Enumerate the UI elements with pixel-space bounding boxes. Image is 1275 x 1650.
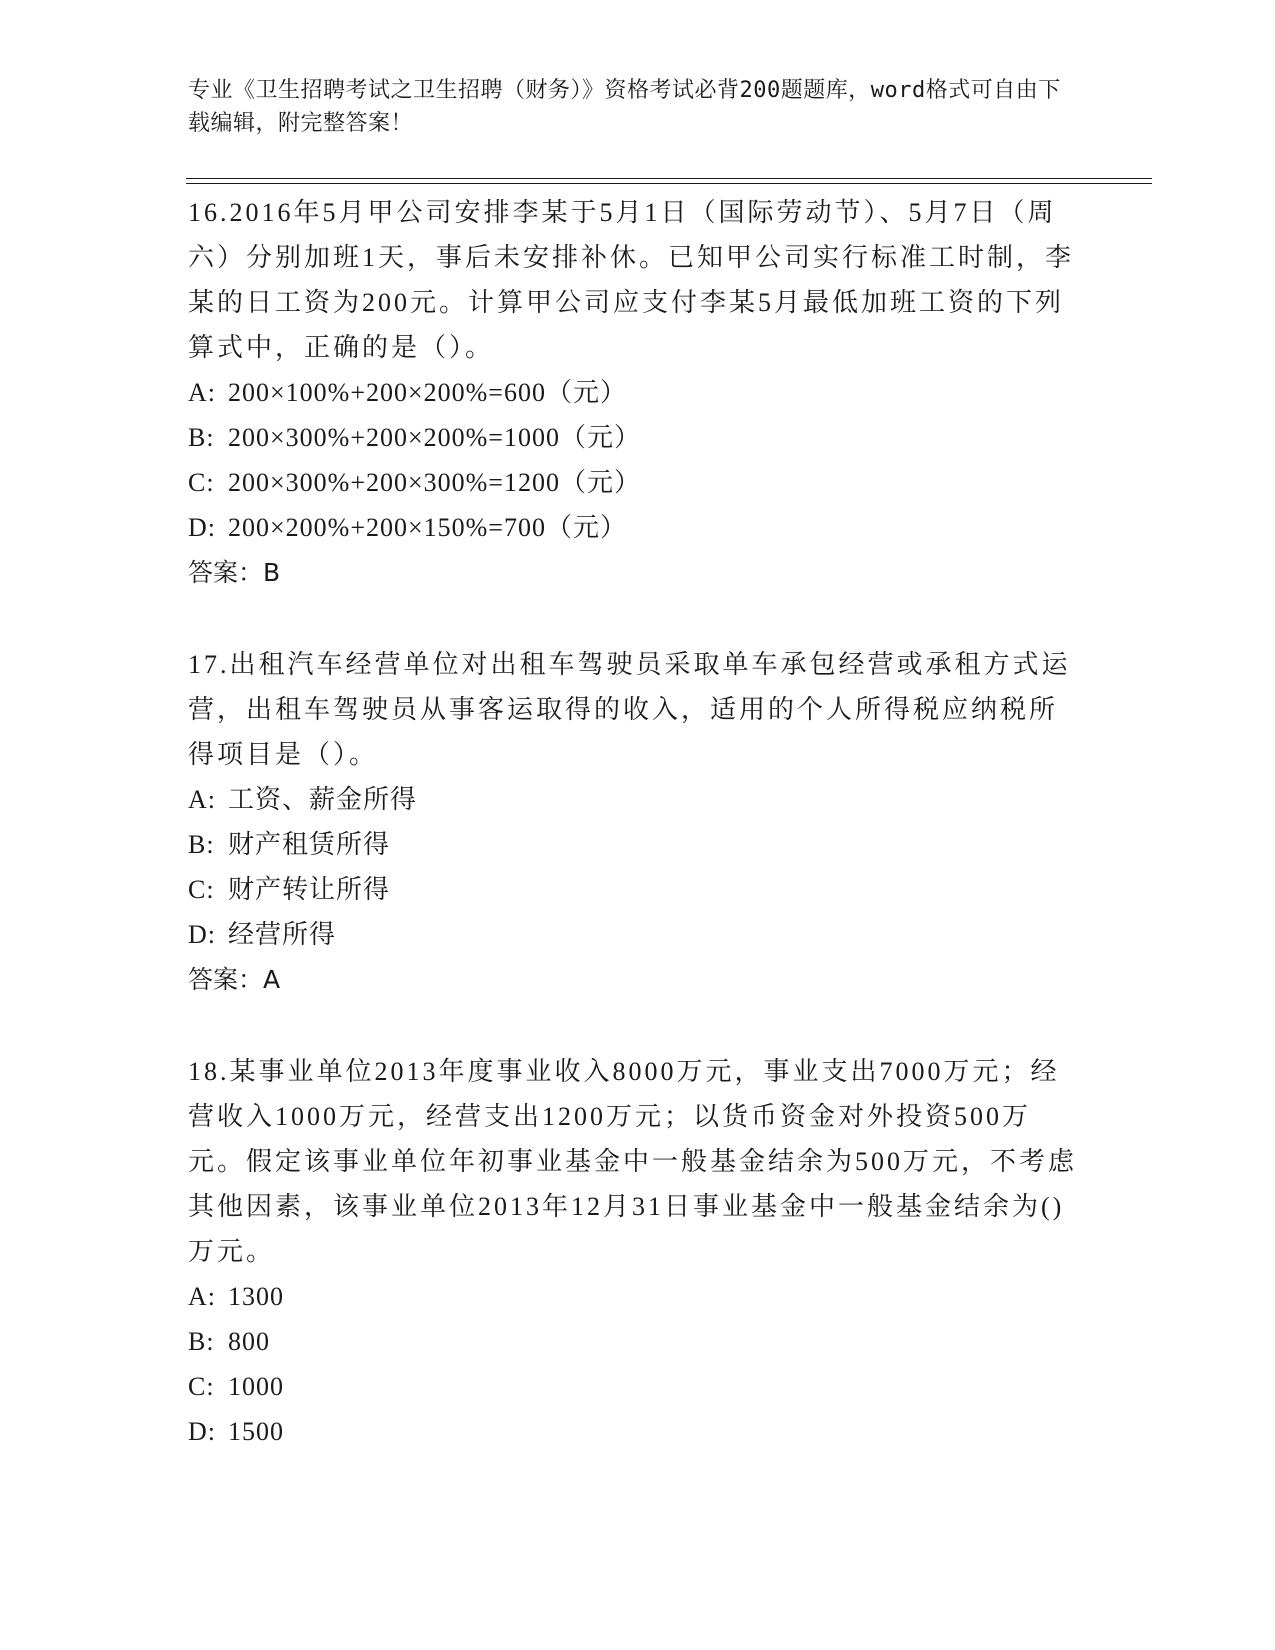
option-text: 200×300%+200×200%=1000（元） (228, 423, 641, 452)
option-c (188, 867, 1078, 912)
option-b (188, 822, 1078, 867)
option-text: 800 (228, 1327, 270, 1356)
option-c (188, 1364, 1078, 1409)
option-text: 200×100%+200×200%=600（元） (228, 378, 627, 407)
question-stem: 18.某事业单位2013年度事业收入8000万元，事业支出7000万元；经营收入1000万元，经营支出1200万元；以货币资金对外投资500万元。假定该事业单位年初事业基金中一般基金结余为500万元，不考虑其他因素，该事业单位2013年12月31日事业基金中一般基金结余为()万元。 (188, 1057, 1078, 1266)
option-letter: C: (188, 875, 215, 904)
question-17 (188, 642, 1078, 1003)
question-stem: 17.出租汽车经营单位对出租车驾驶员采取单车承包经营或承租方式运营，出租车驾驶员从事客运取得的收入，适用的个人所得税应纳税所得项目是（）。 (188, 650, 1071, 769)
question-18 (188, 1049, 1078, 1454)
option-letter: B: (188, 830, 215, 859)
option-d (188, 505, 1078, 550)
option-d (188, 912, 1078, 957)
option-text: 财产转让所得 (228, 875, 391, 904)
option-text: 1500 (228, 1417, 284, 1446)
option-text: 工资、薪金所得 (228, 785, 418, 814)
option-a (188, 370, 1078, 415)
option-letter: C: (188, 468, 215, 497)
option-letter: D: (188, 513, 216, 542)
option-letter: A: (188, 1282, 216, 1311)
option-text: 1000 (228, 1372, 284, 1401)
option-text: 1300 (228, 1282, 284, 1311)
answer: 答案：A (188, 965, 281, 994)
question-stem: 16.2016年5月甲公司安排李某于5月1日（国际劳动节）、5月7日（周六）分别加班1天，事后未安排补休。已知甲公司实行标准工时制，李某的日工资为200元。计算甲公司应支付李某5月最低加班工资的下列算式中，正确的是（）。 (188, 198, 1075, 362)
option-letter: B: (188, 423, 215, 452)
option-c (188, 460, 1078, 505)
option-letter: D: (188, 1417, 216, 1446)
option-b (188, 415, 1078, 460)
document-header: 专业《卫生招聘考试之卫生招聘（财务）》资格考试必背200题题库，word格式可自由下载编辑，附完整答案！ (188, 78, 1061, 136)
option-text: 经营所得 (228, 920, 337, 949)
option-text: 财产租赁所得 (228, 830, 391, 859)
option-b (188, 1319, 1078, 1364)
answer: 答案：B (188, 558, 281, 587)
option-letter: A: (188, 785, 216, 814)
option-letter: B: (188, 1327, 215, 1356)
option-a (188, 777, 1078, 822)
header-divider-bottom (186, 183, 1152, 184)
header-divider-top (186, 178, 1152, 179)
option-text: 200×200%+200×150%=700（元） (228, 513, 627, 542)
question-list (188, 190, 1078, 1500)
option-letter: A: (188, 378, 216, 407)
option-d (188, 1409, 1078, 1454)
option-text: 200×300%+200×300%=1200（元） (228, 468, 641, 497)
question-16 (188, 190, 1078, 596)
option-letter: C: (188, 1372, 215, 1401)
option-letter: D: (188, 920, 216, 949)
option-a (188, 1274, 1078, 1319)
